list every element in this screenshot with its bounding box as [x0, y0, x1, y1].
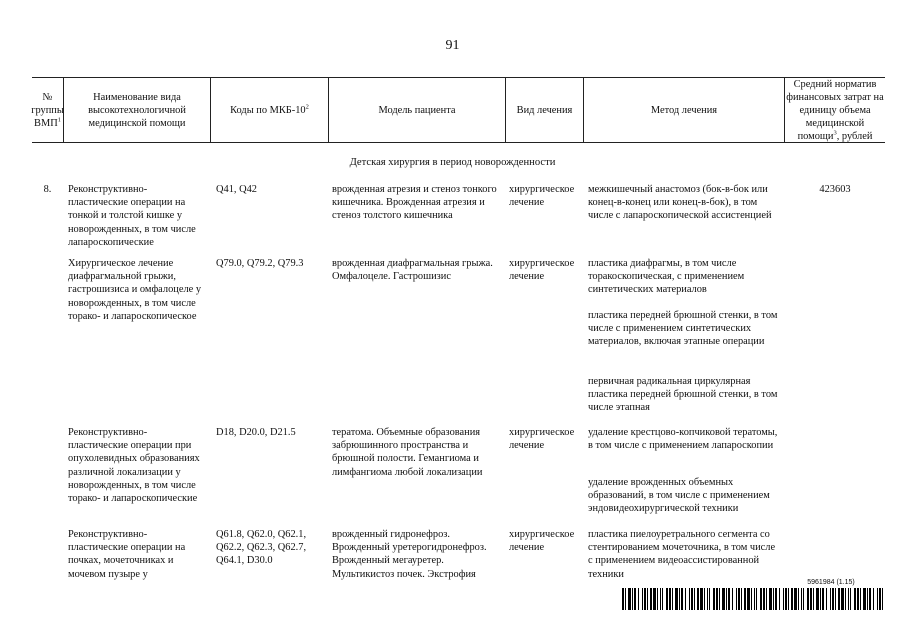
cost-value: 423603	[819, 184, 851, 195]
group-number: 8.	[43, 184, 52, 195]
care-name: Реконструктивно-пластические операции при опухолевидных образованиях различной локализации у новорожденных, в том числе торако- и лапароскопические	[68, 427, 200, 505]
patient-model: тератома. Объемные образования забрюшинного пространства и брюшной полости. Гемангиома и лимфангиома любой локализации	[332, 427, 483, 478]
treatment-method: межкишечный анастомоз (бок-в-бок или конец-в-конец или конец-в-бок), в том числе с лапароскопической ассистенцией	[588, 184, 772, 222]
header-group-number: № группы ВМП$^1$	[31, 91, 64, 129]
header-top-rule	[32, 77, 885, 78]
care-name: Реконструктивно-пластические операции на тонкой и толстой кишке у новорожденных, в том числе лапароскопические	[68, 184, 196, 248]
header-treatment-method: Метод лечения	[650, 104, 718, 116]
treatment-method: пластика пиелоуретрального сегмента со стентированием мочеточника, в том числе с применением видеоассистированной техники	[588, 529, 776, 580]
treatment-type: хирургическое лечение	[509, 427, 575, 452]
barcode-image	[622, 588, 884, 610]
treatment-method: удаление крестцово-копчиковой тератомы, в том числе с применением лапароскопии	[588, 427, 778, 452]
treatment-method: первичная радикальная циркулярная пластика передней брюшной стенки, в том числе этапная	[588, 376, 778, 414]
care-name: Реконструктивно-пластические операции на почках, мочеточниках и мочевом пузыре у	[68, 529, 186, 580]
icd-codes: Q79.0, Q79.2, Q79.3	[216, 258, 304, 269]
treatment-type: хирургическое лечение	[509, 184, 575, 209]
header-patient-model: Модель пациента	[378, 104, 456, 116]
section-title: Детская хирургия в период новорожденности	[349, 157, 556, 168]
icd-codes: D18, D20.0, D21.5	[216, 427, 296, 438]
header-bottom-rule	[32, 142, 885, 143]
patient-model: врожденный гидронефроз. Врожденный уретерогидронефроз. Врожденный мегауретер. Мультикистоз почек. Экстрофия	[332, 529, 487, 580]
header-treatment-type: Вид лечения	[516, 104, 573, 116]
page-number: 91	[445, 38, 460, 53]
patient-model: врожденная атрезия и стеноз тонкого кишечника. Врожденная атрезия и стеноз толстого кишечника	[332, 184, 497, 222]
treatment-method: пластика передней брюшной стенки, в том числе с применением синтетических материалов, включая этапные операции	[588, 310, 778, 348]
header-cost-standard: Средний норматив финансовых затрат на единицу объема медицинской помощи$^3$, рублей	[786, 78, 884, 142]
patient-model: врожденная диафрагмальная грыжа. Омфалоцеле. Гастрошизис	[332, 258, 493, 283]
treatment-type: хирургическое лечение	[509, 529, 575, 554]
header-icd-codes: Коды по МКБ-$10^2$	[230, 103, 309, 116]
treatment-method: пластика диафрагмы, в том числе торакоскопическая, с применением синтетических материалов	[588, 258, 745, 296]
care-name: Хирургическое лечение диафрагмальной грыжи, гастрошизиса и омфалоцеле у новорожденных, в том числе торако- и лапароскопическое	[68, 258, 202, 322]
document-code: 5961984 (1.15)	[807, 579, 855, 586]
treatment-type: хирургическое лечение	[509, 258, 575, 283]
icd-codes: Q41, Q42	[216, 184, 257, 195]
treatment-method: удаление врожденных объемных образований, в том числе с применением эндовидеохирургической техники	[588, 477, 770, 515]
icd-codes: Q61.8, Q62.0, Q62.1, Q62.2, Q62.3, Q62.7, Q64.1, D30.0	[216, 529, 307, 567]
header-care-name: Наименование вида высокотехнологичной медицинской помощи	[88, 91, 186, 129]
